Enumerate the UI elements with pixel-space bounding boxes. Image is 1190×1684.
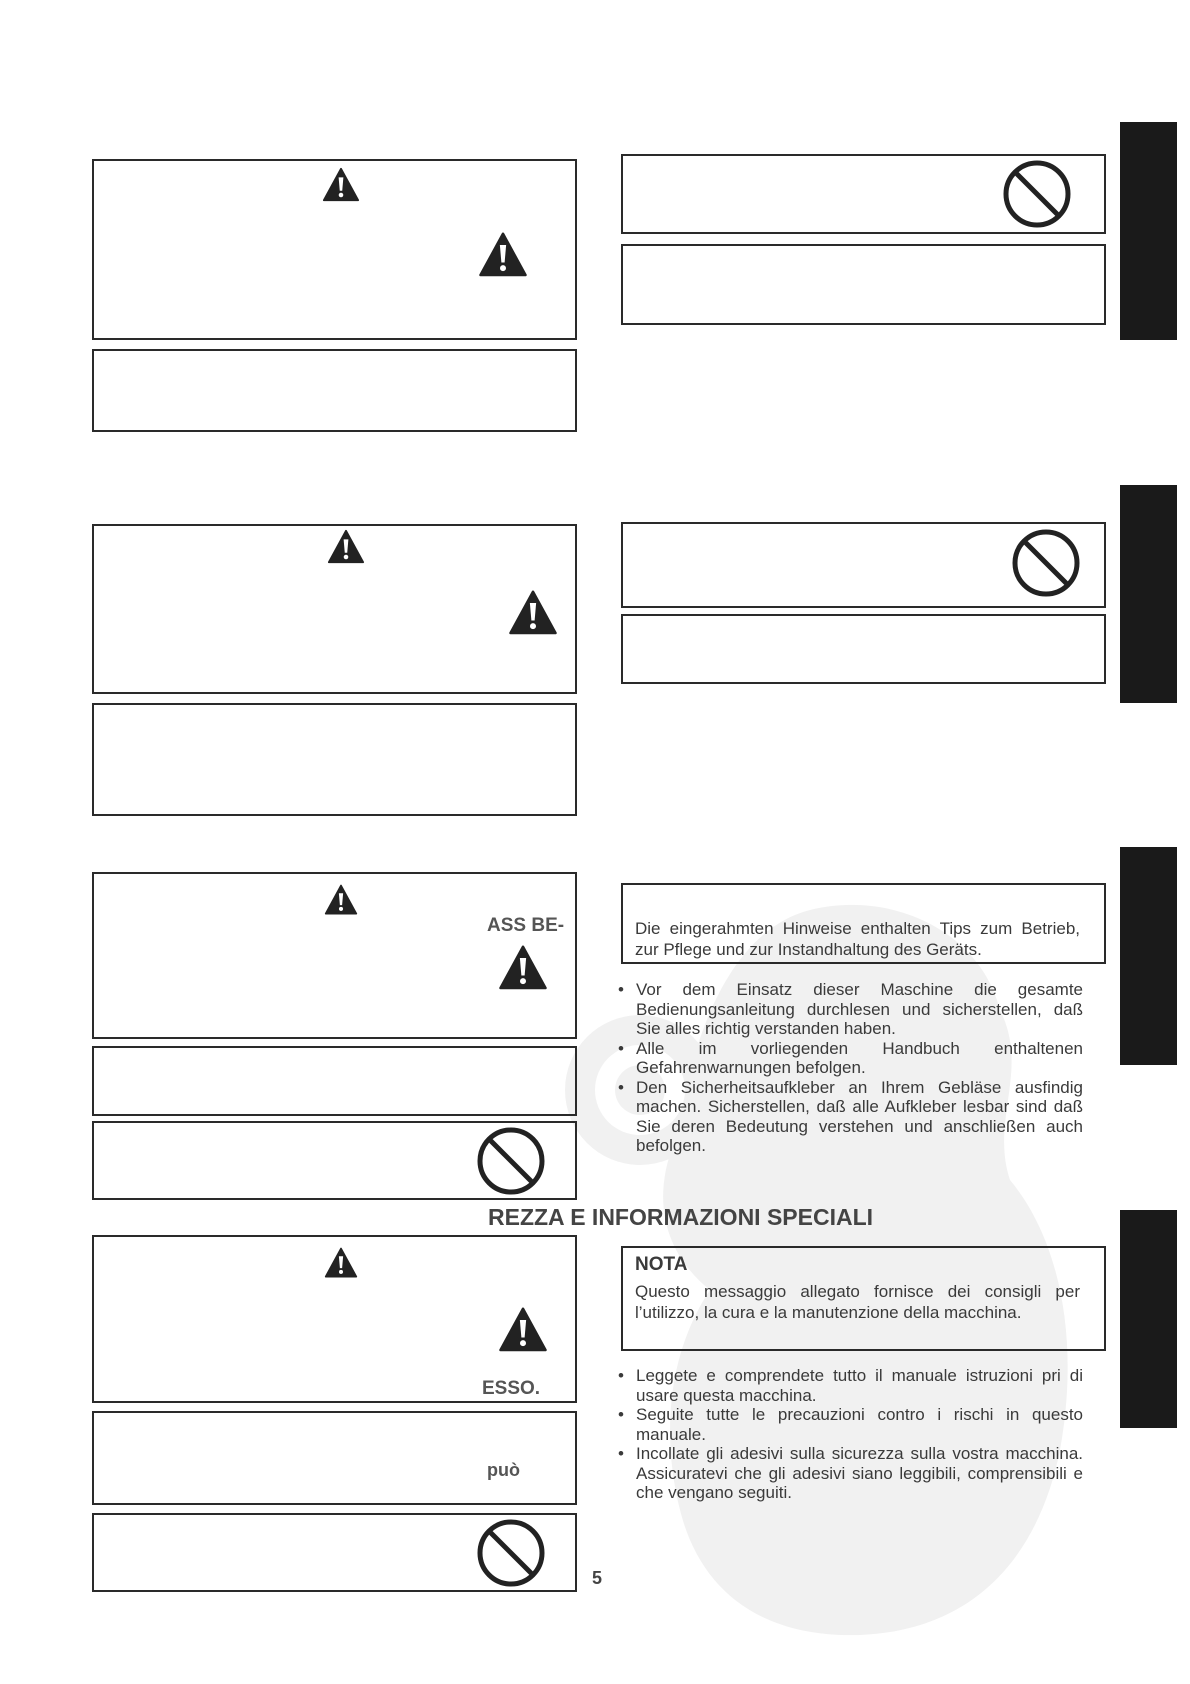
list-item: • Alle im vorliegenden Handbuch enthaltenen Gefahrenwarnungen befolgen. xyxy=(618,1039,1083,1078)
language-tab-2 xyxy=(1120,485,1177,703)
warning-icon xyxy=(322,1246,360,1280)
note-text-de: Die eingerahmten Hinweise enthalten Tips zum Betrieb, zur Pflege und zur Instandhaltung des Geräts. xyxy=(635,919,1080,959)
caution-box-3 xyxy=(92,1046,577,1116)
list-item: • Leggete e comprendete tutto il manuale istruzioni pri di usare questa macchina. xyxy=(618,1366,1083,1405)
caution-box-1 xyxy=(92,349,577,432)
warning-icon xyxy=(507,588,559,638)
prohibition-icon xyxy=(476,1126,546,1196)
note-text-it: Questo messaggio allegato fornisce dei consigli per l’utilizzo, la cura e la manutenzione della macchina. xyxy=(635,1282,1080,1322)
prohibition-icon xyxy=(476,1518,546,1588)
caution-text-fragment: può xyxy=(487,1460,520,1480)
language-tab-3 xyxy=(1120,847,1177,1065)
warning-text-fragment: ESSO. xyxy=(482,1378,541,1399)
prohibition-icon xyxy=(1011,528,1081,598)
note-box-2 xyxy=(621,614,1106,684)
caution-box-2 xyxy=(92,703,577,816)
list-item: • Den Sicherheitsaufkleber an Ihrem Gebläse ausfindig machen. Sicherstellen, daß alle Aufkleber lesbar sind daß Sie deren Bedeutung verstehen und anschließen auch befolgen. xyxy=(618,1078,1083,1156)
warning-icon xyxy=(322,166,360,204)
warning-icon xyxy=(477,230,529,280)
list-item: • Incollate gli adesivi sulla sicurezza sulla vostra macchina. Assicuratevi che gli adesivi siano leggibili, comprensibili e che vengano seguiti. xyxy=(618,1444,1083,1503)
list-item: • Seguite tutte le precauzioni contro i rischi in questo manuale. xyxy=(618,1405,1083,1444)
page-number: 5 xyxy=(592,1568,603,1588)
prohibition-icon xyxy=(1002,159,1072,229)
section-title-it: REZZA E INFORMAZIONI SPECIALI xyxy=(488,1204,874,1230)
warning-icon xyxy=(497,943,549,993)
caution-box-4 xyxy=(92,1411,577,1505)
warning-icon xyxy=(322,883,360,917)
safety-instructions-it xyxy=(618,1366,1083,1503)
warning-icon xyxy=(327,528,365,566)
note-box-1 xyxy=(621,244,1106,325)
list-item: • Vor dem Einsatz dieser Maschine die gesamte Bedienungsanleitung durchlesen und sicherstellen, daß Sie alles richtig verstanden haben. xyxy=(618,980,1083,1039)
safety-instructions-de xyxy=(618,980,1083,1156)
note-label-it: NOTA xyxy=(635,1254,688,1275)
warning-icon xyxy=(497,1305,549,1355)
language-tab-4 xyxy=(1120,1210,1177,1428)
language-tab-1 xyxy=(1120,122,1177,340)
warning-text-fragment: ASS BE- xyxy=(487,915,565,936)
